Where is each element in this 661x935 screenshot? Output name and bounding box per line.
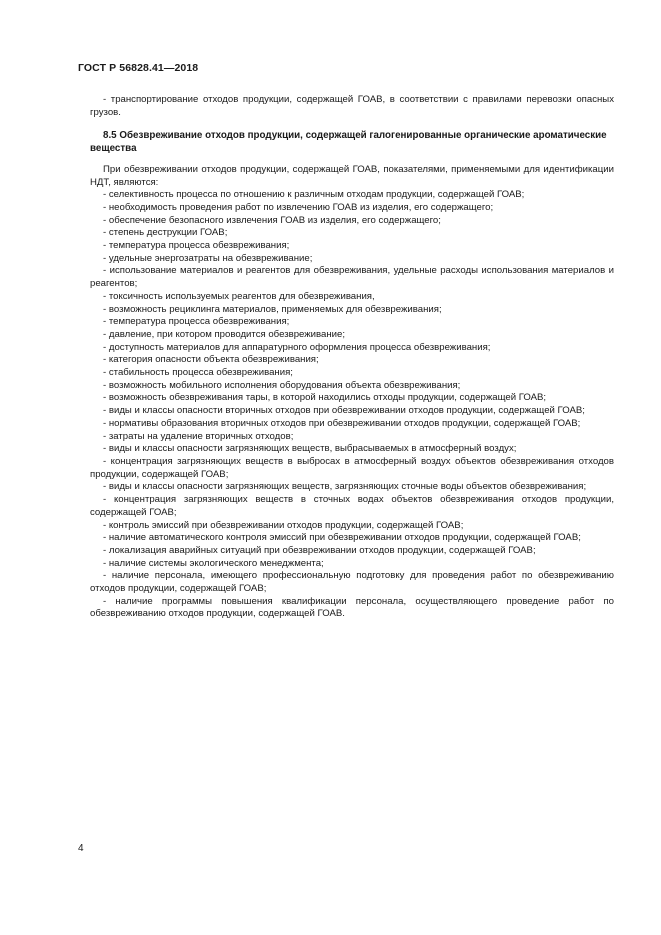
list-item: - возможность мобильного исполнения оборудования объекта обезвреживания; bbox=[103, 379, 461, 391]
list-item: - токсичность используемых реагентов для обезвреживания, bbox=[103, 290, 375, 302]
section-title: 8.5 Обезвреживание отходов продукции, содержащей галогенированные органические ароматические вещества bbox=[90, 130, 607, 155]
list-item: - локализация аварийных ситуаций при обезвреживании отходов продукции, содержащей ГОАВ; bbox=[103, 544, 536, 556]
section-lead-paragraph: При обезвреживании отходов продукции, содержащей ГОАВ, показателями, применяемыми для идентификации НДТ, являются: bbox=[90, 163, 614, 188]
list-item: - нормативы образования вторичных отходов при обезвреживании отходов продукции, содержащей ГОАВ; bbox=[103, 417, 581, 429]
list-item: - доступность материалов для аппаратурного оформления процесса обезвреживания; bbox=[103, 341, 491, 353]
document-header: ГОСТ Р 56828.41—2018 bbox=[78, 62, 199, 74]
list-item: - категория опасности объекта обезвреживания; bbox=[103, 354, 319, 366]
list-item: - селективность процесса по отношению к различным отходам продукции, содержащей ГОАВ; bbox=[103, 189, 525, 201]
list-item: - наличие системы экологического менеджмента; bbox=[103, 557, 324, 569]
list-item: - затраты на удаление вторичных отходов; bbox=[103, 430, 294, 442]
list-item: - концентрация загрязняющих веществ в выбросах в атмосферный воздух объектов обезвреживания отходов продукции, содержащей ГОАВ; bbox=[90, 455, 614, 480]
list-item: - виды и классы опасности загрязняющих веществ, загрязняющих сточные воды объектов обезвреживания; bbox=[103, 481, 587, 493]
list-item: - контроль эмиссий при обезвреживании отходов продукции, содержащей ГОАВ; bbox=[103, 519, 464, 531]
list-item: - температура процесса обезвреживания; bbox=[103, 316, 290, 328]
list-item: - виды и классы опасности вторичных отходов при обезвреживании отходов продукции, содержащей ГОАВ; bbox=[103, 405, 585, 417]
list-item: - обеспечение безопасного извлечения ГОАВ из изделия, его содержащего; bbox=[103, 214, 441, 226]
list-item: - необходимость проведения работ по извлечению ГОАВ из изделия, его содержащего; bbox=[103, 201, 494, 213]
criteria-list bbox=[90, 189, 614, 621]
list-item: - удельные энергозатраты на обезвреживание; bbox=[103, 252, 313, 264]
list-item: - концентрация загрязняющих веществ в сточных водах объектов обезвреживания отходов продукции, содержащей ГОАВ; bbox=[90, 494, 614, 518]
list-item: - возможность рециклинга материалов, применяемых для обезвреживания; bbox=[103, 303, 442, 315]
list-item: - наличие персонала, имеющего профессиональную подготовку для проведения работ по обезвреживанию отходов продукции, содержащей ГОАВ; bbox=[90, 570, 614, 595]
list-item: - возможность обезвреживания тары, в которой находились отходы продукции, содержащей ГОАВ; bbox=[103, 392, 547, 404]
list-item: - виды и классы опасности загрязняющих веществ, выбрасываемых в атмосферный воздух; bbox=[103, 443, 517, 455]
list-item: - степень деструкции ГОАВ; bbox=[103, 227, 228, 239]
list-item: - давление, при котором проводится обезвреживание; bbox=[103, 328, 346, 340]
document-body bbox=[90, 94, 614, 621]
intro-list-item: - транспортирование отходов продукции, содержащей ГОАВ, в соответствии с правилами перевозки опасных грузов. bbox=[90, 94, 614, 118]
list-item: - стабильность процесса обезвреживания; bbox=[103, 367, 293, 379]
list-item: - наличие автоматического контроля эмиссий при обезвреживании отходов продукции, содержащей ГОАВ; bbox=[103, 532, 581, 544]
list-item: - наличие программы повышения квалификации персонала, осуществляющего проведение работ по обезвреживанию отходов продукции, содержащей ГОАВ. bbox=[90, 595, 614, 620]
list-item: - использование материалов и реагентов для обезвреживания, удельные расходы использования материалов и реагентов; bbox=[90, 265, 614, 290]
page-number: 4 bbox=[78, 843, 84, 854]
list-item: - температура процесса обезвреживания; bbox=[103, 240, 290, 252]
